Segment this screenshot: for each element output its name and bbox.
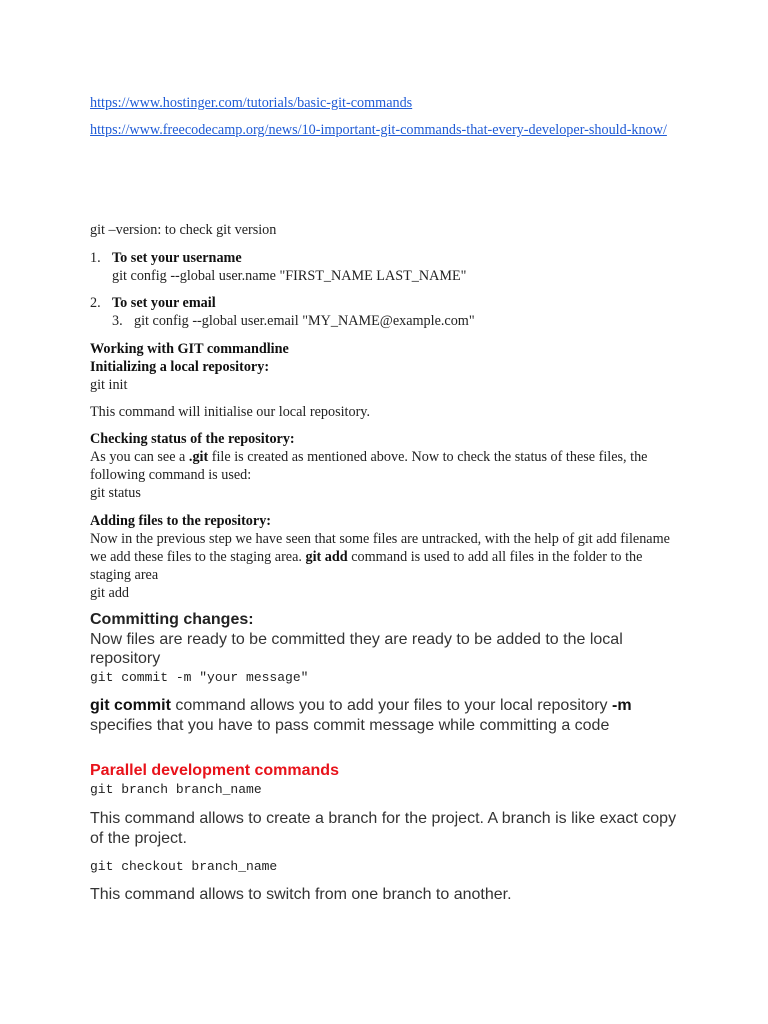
list-item-title: To set your username <box>112 250 242 266</box>
commit-section <box>90 610 680 687</box>
commit-description: git commit command allows you to add your files to your local repository -m specifies that you have to pass commit message while committing a code <box>90 697 632 734</box>
email-command: git config --global user.email "MY_NAME@example.com" <box>134 313 475 329</box>
init-command: git init <box>90 377 128 393</box>
adding-text: Now in the previous step we have seen that some files are untracked, with the help of git add filename we add these files to the staging area. git add command is used to add all files in the folder to the staging area <box>90 531 670 583</box>
list-number: 3. <box>112 313 123 329</box>
adding-section <box>90 512 680 602</box>
status-heading: Checking status of the repository: <box>90 431 295 447</box>
adding-heading: Adding files to the repository: <box>90 513 272 529</box>
init-heading: Initializing a local repository: <box>90 359 270 375</box>
commit-heading: Committing changes: <box>90 611 254 628</box>
username-command: git config --global user.name "FIRST_NAME LAST_NAME" <box>112 268 467 284</box>
parallel-heading: Parallel development commands <box>90 762 339 779</box>
commit-command: git commit -m "your message" <box>90 669 309 685</box>
branch-description: This command allows to create a branch for the project. A branch is like exact copy of the project. <box>90 810 677 847</box>
branch-command: git branch branch_name <box>90 781 262 797</box>
freecodecamp-link[interactable]: https://www.freecodecamp.org/news/10-important-git-commands-that-every-developer-should-know/ <box>90 122 667 138</box>
commandline-section <box>90 340 680 394</box>
list-item-username <box>90 249 680 285</box>
status-section <box>90 430 680 502</box>
list-item-email <box>90 294 680 330</box>
status-command: git status <box>90 485 141 501</box>
version-line: git –version: to check git version <box>90 222 277 238</box>
status-text: As you can see a .git file is created as mentioned above. Now to check the status of these files, the following command is used: <box>90 449 648 483</box>
hostinger-link[interactable]: https://www.hostinger.com/tutorials/basic-git-commands <box>90 95 413 111</box>
init-description: This command will initialise our local repository. <box>90 404 371 420</box>
email-command-row <box>90 312 680 330</box>
section-heading: Working with GIT commandline <box>90 341 289 357</box>
checkout-command: git checkout branch_name <box>90 859 278 874</box>
adding-command: git add <box>90 585 130 601</box>
commit-text: Now files are ready to be committed they are ready to be added to the local repository <box>90 630 623 667</box>
checkout-description: This command allows to switch from one branch to another. <box>90 886 512 903</box>
list-item-title: To set your email <box>112 295 216 311</box>
list-number: 1. <box>90 250 101 266</box>
list-number: 2. <box>90 295 101 311</box>
parallel-section <box>90 761 680 799</box>
